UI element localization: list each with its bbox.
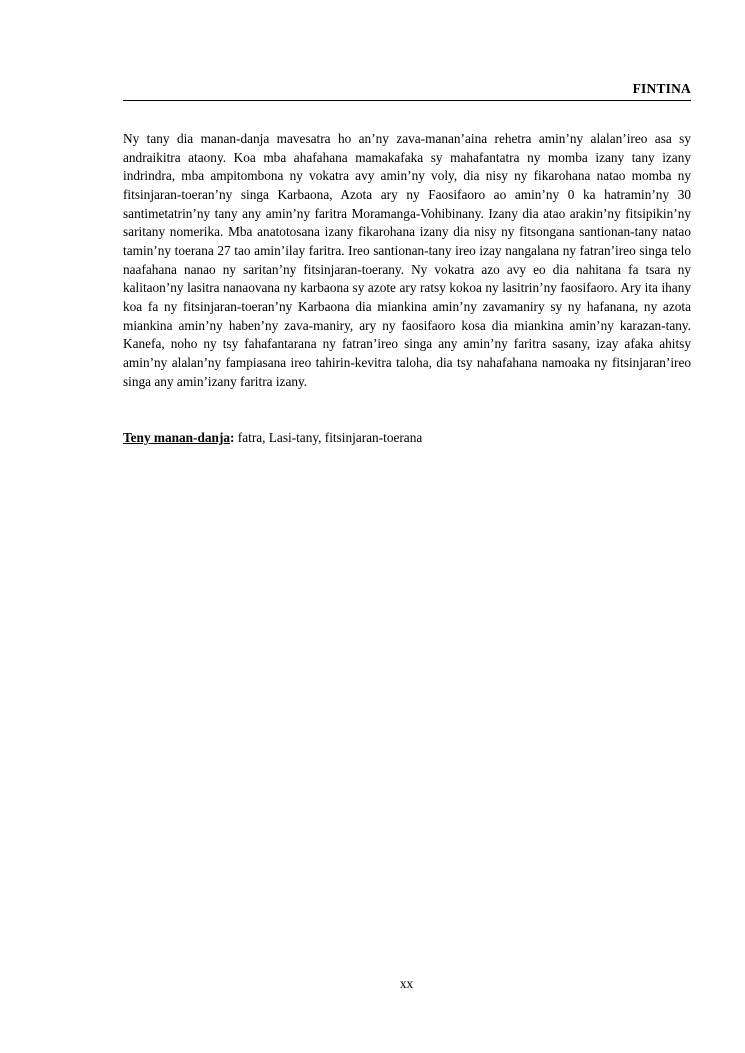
keywords-values: fatra, Lasi-tany, fitsinjaran-toerana — [234, 430, 423, 445]
abstract-paragraph: Ny tany dia manan-danja mavesatra ho an’ny zava-manan’aina rehetra amin’ny alalan’ireo asa sy andraikitra ataony. Koa mba ahafahana mamakafaka sy mahafantatra ny momba izany tany izany indrindra, mba ampitombona ny vokatra avy amin’ny voly, dia nisy ny fikarohana natao momba ny fitsinjaran-toeran’ny singa Karbaona, Azota ary ny Faosifaoro ao amin’ny 0 ka hatramin’ny 30 santimetatrin’ny tany any amin’ny faritra Moramanga-Vohibinany. Izany dia atao arakin’ny fitsipikin’ny saritany nomerika. Mba anatotosana izany fikarohana izany dia nisy ny fitsongana santionan-tany natao tamin’ny toerana 27 tao amin’ilay faritra. Ireo santionan-tany ireo izay nangalana ny fatran’ireo singa telo naafahana nanao ny saritan’ny fitsinjaran-toerany. Ny vokatra azo avy eo dia nahitana fa tsara ny kalitaon’ny lasitra nanaovana ny karbaona sy azote ary ratsy kokoa ny lasitrin’ny faosifaoro. Ary ita ihany koa fa ny fitsinjaran-toeran’ny Karbaona dia miankina amin’ny zavamaniry sy ny hafanana, ny azota miankina amin’ny haben’ny zava-maniry, ary ny faosifaoro kosa dia miankina amin’ny karazan-tany. Kanefa, noho ny tsy fahafantarana ny fatran’ireo singa any amin’ny faritra sasany, izay afaka ahitsy amin’ny alalan’ny fampiasana ireo tahirin-kevitra taloha, dia tsy nahafahana namoaka ny fitsinjaran’ireo singa any amin’izany faritra izany. — [123, 131, 691, 389]
keywords-label: Teny manan-danja — [123, 430, 231, 445]
page-header — [123, 78, 691, 101]
keywords-colon: : — [230, 430, 235, 445]
page-number: xx — [399, 976, 414, 991]
header-title: FINTINA — [632, 81, 691, 96]
keywords-line — [123, 429, 691, 447]
